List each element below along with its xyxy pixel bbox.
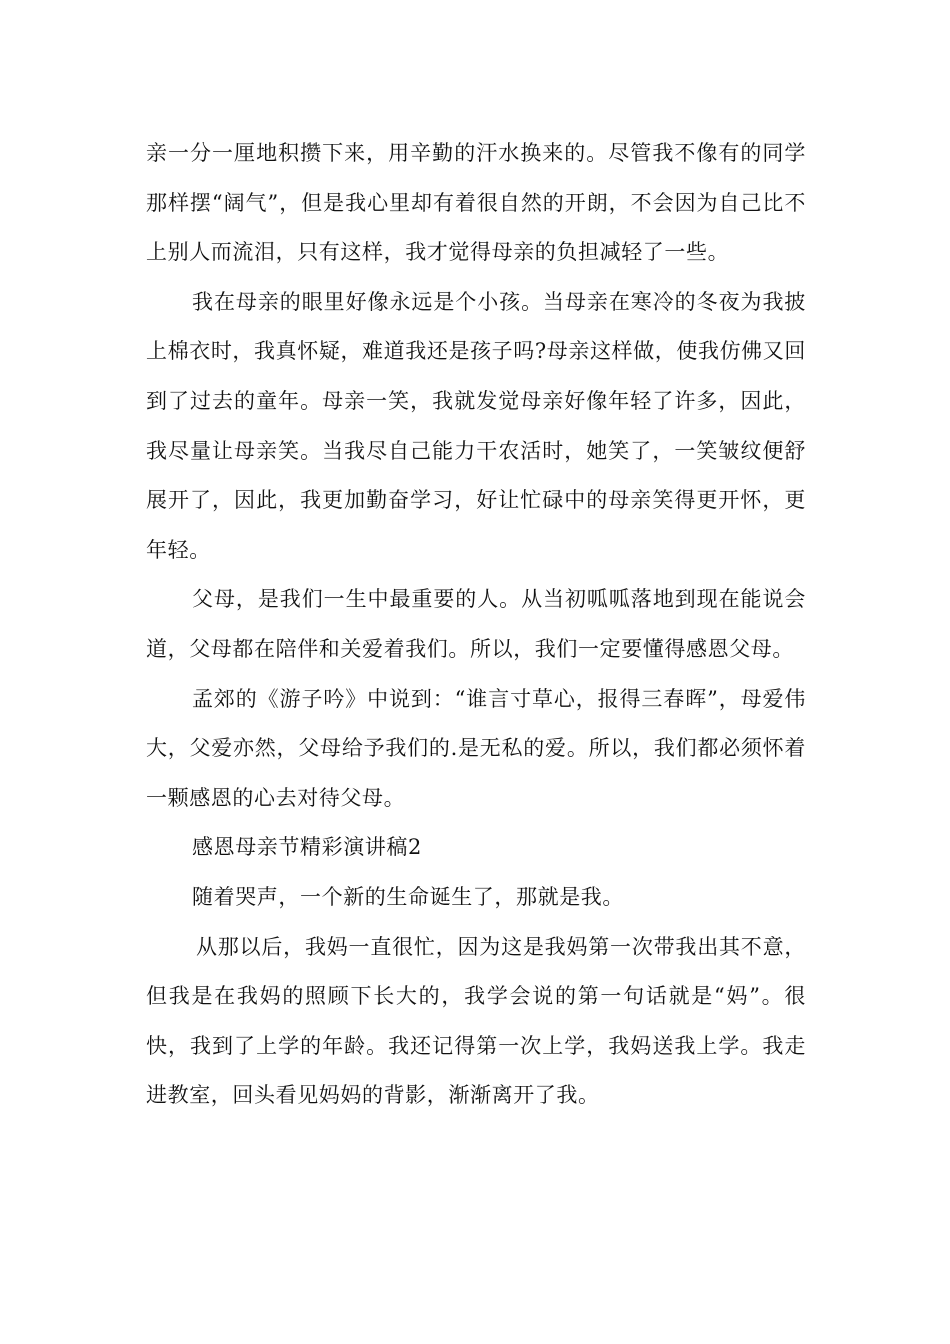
paragraph: 我在母亲的眼里好像永远是个小孩。当母亲在寒冷的冬夜为我披上棉衣时，我真怀疑，难道我还是孩子吗?母亲这样做，使我仿佛又回到了过去的童年。母亲一笑，我就发觉母亲好像年轻了许多，因此，我尽量让母亲笑。当我尽自己能力干农活时，她笑了，一笑皱纹便舒展开了，因此，我更加勤奋学习，好让忙碌中的母亲笑得更开怀，更年轻。	[146, 289, 806, 562]
paragraph: 随着哭声，一个新的生命诞生了，那就是我。	[192, 884, 624, 909]
paragraph: 从那以后，我妈一直很忙，因为这是我妈第一次带我出其不意，但我是在我妈的照顾下长大的，我学会说的第一句话就是“妈”。很快，我到了上学的年龄。我还记得第一次上学，我妈送我上学。我走进教室，回头看见妈妈的背影，渐渐离开了我。	[146, 934, 806, 1108]
document-body	[146, 129, 806, 1121]
paragraph-continued: 亲一分一厘地积攒下来，用辛勤的汗水换来的。尽管我不像有的同学那样摆“阔气”，但是我心里却有着很自然的开朗，不会因为自己比不上别人而流泪，只有这样，我才觉得母亲的负担减轻了一些。	[146, 141, 806, 265]
section-heading: 感恩母亲节精彩演讲稿2	[192, 835, 422, 860]
paragraph: 孟郊的《游子吟》中说到：“谁言寸草心，报得三春晖”，母爱伟大，父爱亦然，父母给予我们的.是无私的爱。所以，我们都必须怀着一颗感恩的心去对待父母。	[146, 686, 806, 810]
paragraph: 父母，是我们一生中最重要的人。从当初呱呱落地到现在能说会道，父母都在陪伴和关爱着我们。所以，我们一定要懂得感恩父母。	[146, 587, 806, 661]
